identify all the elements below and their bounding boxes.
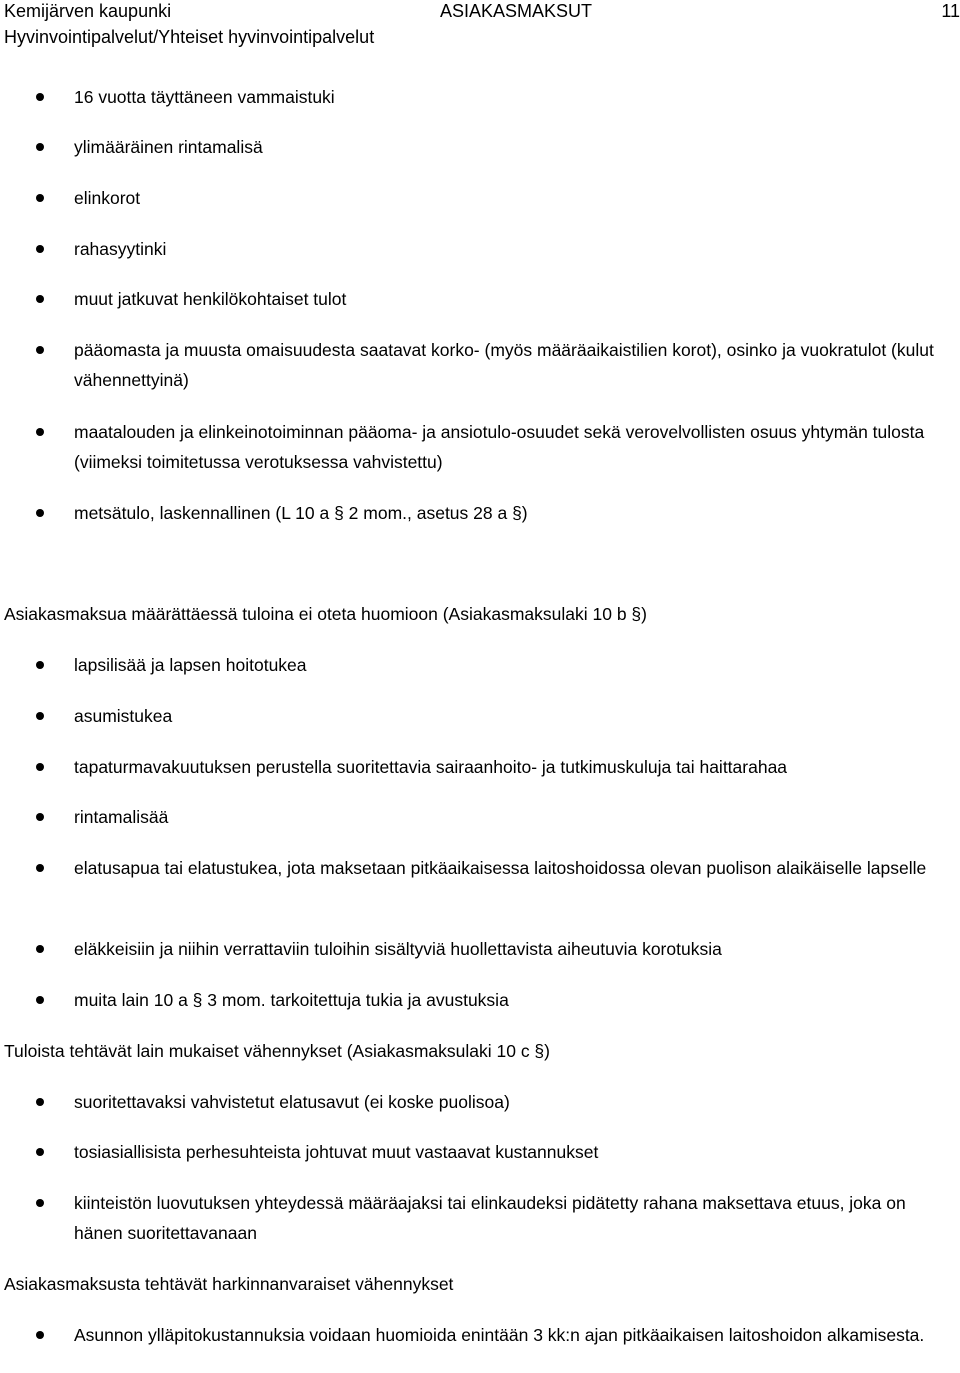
bullet-icon <box>36 295 44 303</box>
bullet-icon <box>36 194 44 202</box>
bullet-icon <box>36 93 44 101</box>
list-item: asumistukea <box>74 706 173 726</box>
bullet-icon <box>36 245 44 253</box>
bullet-icon <box>36 428 44 436</box>
list-item: metsätulo, laskennallinen (L 10 a § 2 mom., asetus 28 a §) <box>74 503 528 523</box>
list-item: tapaturmavakuutuksen perustella suoritettavia sairaanhoito- ja tutkimuskuluja tai haittarahaa <box>74 757 788 777</box>
list-item: ylimääräinen rintamalisä <box>74 137 263 157</box>
bullet-icon <box>36 346 44 354</box>
discretionary-heading: Asiakasmaksusta tehtävät harkinnanvaraiset vähennykset <box>4 1274 454 1294</box>
bullet-icon <box>36 1199 44 1207</box>
list-item: kiinteistön luovutuksen yhteydessä määräajaksi tai elinkaudeksi pidätetty rahana maksettava etuus, joka on hänen suoritettavanaan <box>74 1193 906 1243</box>
bullet-icon <box>36 509 44 517</box>
list-item: Asunnon ylläpitokustannuksia voidaan huomioida enintään 3 kk:n ajan pitkäaikaisen laitoshoidon alkamisesta. <box>74 1325 925 1345</box>
list-item: muita lain 10 a § 3 mom. tarkoitettuja tukia ja avustuksia <box>74 990 509 1010</box>
list-item: rintamalisää <box>74 807 169 827</box>
list-item: lapsilisää ja lapsen hoitotukea <box>74 655 307 675</box>
bullet-icon <box>36 1148 44 1156</box>
list-item: muut jatkuvat henkilökohtaiset tulot <box>74 289 347 309</box>
bullet-icon <box>36 813 44 821</box>
deductions-heading: Tuloista tehtävät lain mukaiset vähennykset (Asiakasmaksulaki 10 c §) <box>4 1041 550 1061</box>
list-item: 16 vuotta täyttäneen vammaistuki <box>74 87 335 107</box>
bullet-icon <box>36 996 44 1004</box>
department-name: Hyvinvointipalvelut/Yhteiset hyvinvointipalvelut <box>4 27 375 47</box>
organization-name: Kemijärven kaupunki <box>4 1 172 21</box>
list-item: maatalouden ja elinkeinotoiminnan pääoma- ja ansiotulo-osuudet sekä verovelvollisten osuus yhtymän tulosta (viimeksi toimitetussa verotuksessa vahvistettu) <box>74 422 925 472</box>
list-item: tosiasiallisista perhesuhteista johtuvat muut vastaavat kustannukset <box>74 1142 599 1162</box>
bullet-icon <box>36 143 44 151</box>
bullet-icon <box>36 661 44 669</box>
list-item: rahasyytinki <box>74 239 167 259</box>
bullet-icon <box>36 712 44 720</box>
page-header <box>4 0 960 52</box>
page-number: 11 <box>941 1 960 21</box>
list-item: pääomasta ja muusta omaisuudesta saatavat korko- (myös määräaikaistilien korot), osinko ja vuokratulot (kulut vähennettyinä) <box>74 340 934 390</box>
bullet-icon <box>36 864 44 872</box>
bullet-icon <box>36 1331 44 1339</box>
bullet-icon <box>36 1098 44 1106</box>
document-title: ASIAKASMAKSUT <box>440 1 593 21</box>
bullet-icon <box>36 763 44 771</box>
excluded-heading: Asiakasmaksua määrättäessä tuloina ei oteta huomioon (Asiakasmaksulaki 10 b §) <box>4 604 647 624</box>
bullet-icon <box>36 945 44 953</box>
list-item: elatusapua tai elatustukea, jota maksetaan pitkäaikaisessa laitoshoidossa olevan puolison alaikäiselle lapselle <box>74 858 927 878</box>
list-item: suoritettavaksi vahvistetut elatusavut (ei koske puolisoa) <box>74 1092 510 1112</box>
list-item: eläkkeisiin ja niihin verrattaviin tuloihin sisältyviä huollettavista aiheutuvia korotuksia <box>74 939 722 959</box>
list-item: elinkorot <box>74 188 141 208</box>
